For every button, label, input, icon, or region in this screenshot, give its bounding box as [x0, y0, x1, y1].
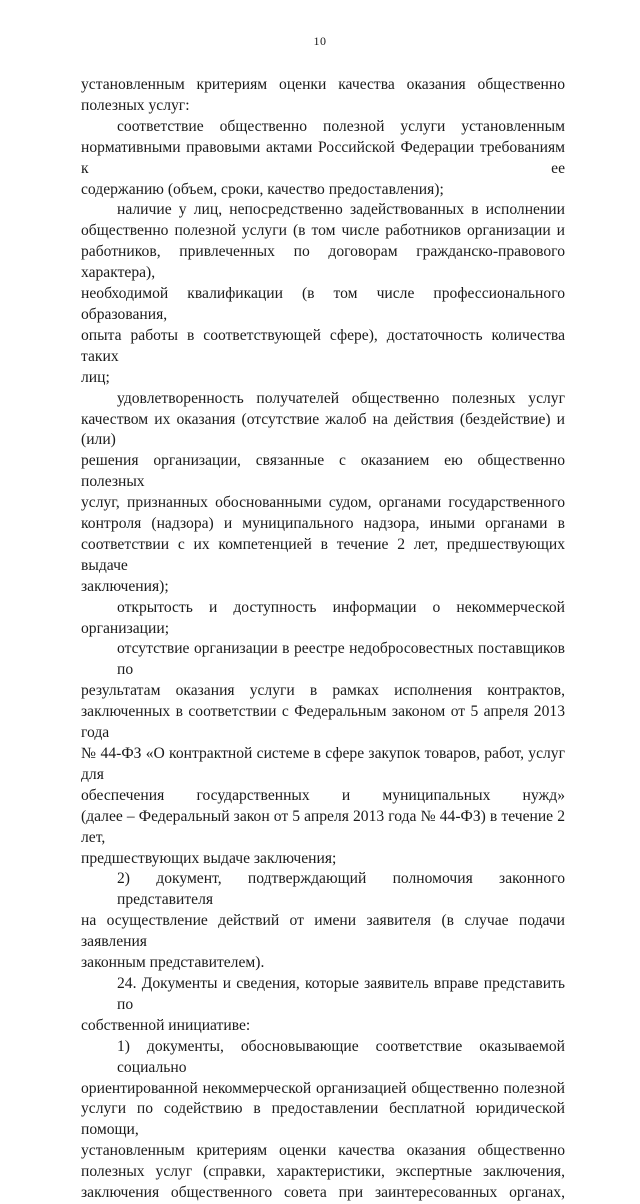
text-line: (далее – Федеральный закон от 5 апреля 2013 года № 44-ФЗ) в течение 2 лет,	[81, 807, 565, 846]
text-line: услуг, признанных обоснованными судом, органами государственного	[81, 494, 565, 512]
text-line: предшествующих выдаче заключения;	[81, 849, 337, 867]
text-line: общественно полезной услуги (в том числе работников организации и	[81, 222, 565, 240]
text-line: установленным критериям оценки качества оказания общественно	[81, 76, 565, 93]
page-number: 10	[313, 34, 327, 48]
text-line: соответствие общественно полезной услуги установленным	[117, 117, 565, 135]
text-line: установленным критериям оценки качества оказания общественно	[81, 1142, 565, 1160]
text-line: организации;	[81, 619, 170, 637]
text-line: удовлетворенность получателей общественно полезных услуг	[117, 389, 565, 407]
text-line: контроля (надзора) и муниципального надзора, иными органами в	[81, 515, 565, 533]
document-body	[81, 75, 565, 1204]
text-line: результатам оказания услуги в рамках исполнения контрактов,	[81, 682, 565, 700]
text-line: № 44-ФЗ «О контрактной системе в сфере закупок товаров, работ, услуг для	[81, 745, 565, 783]
text-line: 1) документы, обосновывающие соответствие оказываемой социально	[117, 1037, 565, 1076]
text-line: полезных услуг:	[81, 96, 190, 114]
text-line: необходимой квалификации (в том числе профессионального образования,	[81, 285, 565, 323]
text-line: заключенных в соответствии с Федеральным законом от 5 апреля 2013 года	[81, 703, 565, 742]
text-line: заключения);	[81, 577, 169, 595]
text-line: открытость и доступность информации о некоммерческой	[117, 598, 565, 616]
text-line: 2) документ, подтверждающий полномочия законного представителя	[117, 870, 565, 909]
text-line: отсутствие организации в реестре недобросовестных поставщиков по	[117, 640, 565, 679]
text-line: обеспечения государственных и муниципальных нужд»	[81, 786, 565, 804]
text-line: законным представителем).	[81, 954, 265, 972]
text-line: собственной инициативе:	[81, 1016, 251, 1034]
text-line: 24. Документы и сведения, которые заявитель вправе представить по	[117, 974, 565, 1013]
text-line: содержанию (объем, сроки, качество предоставления);	[81, 180, 444, 198]
text-line: решения организации, связанные с оказанием ею общественно полезных	[81, 452, 565, 491]
text-line: услуги по содействию в предоставлении бесплатной юридической помощи,	[81, 1100, 565, 1139]
text-line: качеством их оказания (отсутствие жалоб на действия (бездействие) и (или)	[81, 410, 565, 449]
text-line: полезных услуг (справки, характеристики, экспертные заключения,	[81, 1163, 565, 1181]
text-line: наличие у лиц, непосредственно задействованных в исполнении	[117, 201, 565, 219]
text-line: нормативными правовыми актами Российской Федерации требованиям к ее	[81, 138, 565, 177]
text-line: лиц;	[81, 368, 110, 386]
text-line: ориентированной некоммерческой организацией общественно полезной	[81, 1079, 565, 1097]
text-line: заключения общественного совета при заинтересованных органах,	[81, 1184, 565, 1202]
text-line: работников, привлеченных по договорам гражданско-правового характера),	[81, 243, 565, 282]
text-line: на осуществление действий от имени заявителя (в случае подачи заявления	[81, 912, 565, 951]
text-line: опыта работы в соответствующей сфере), достаточность количества таких	[81, 326, 565, 365]
text-line: соответствии с их компетенцией в течение 2 лет, предшествующих выдаче	[81, 535, 565, 574]
